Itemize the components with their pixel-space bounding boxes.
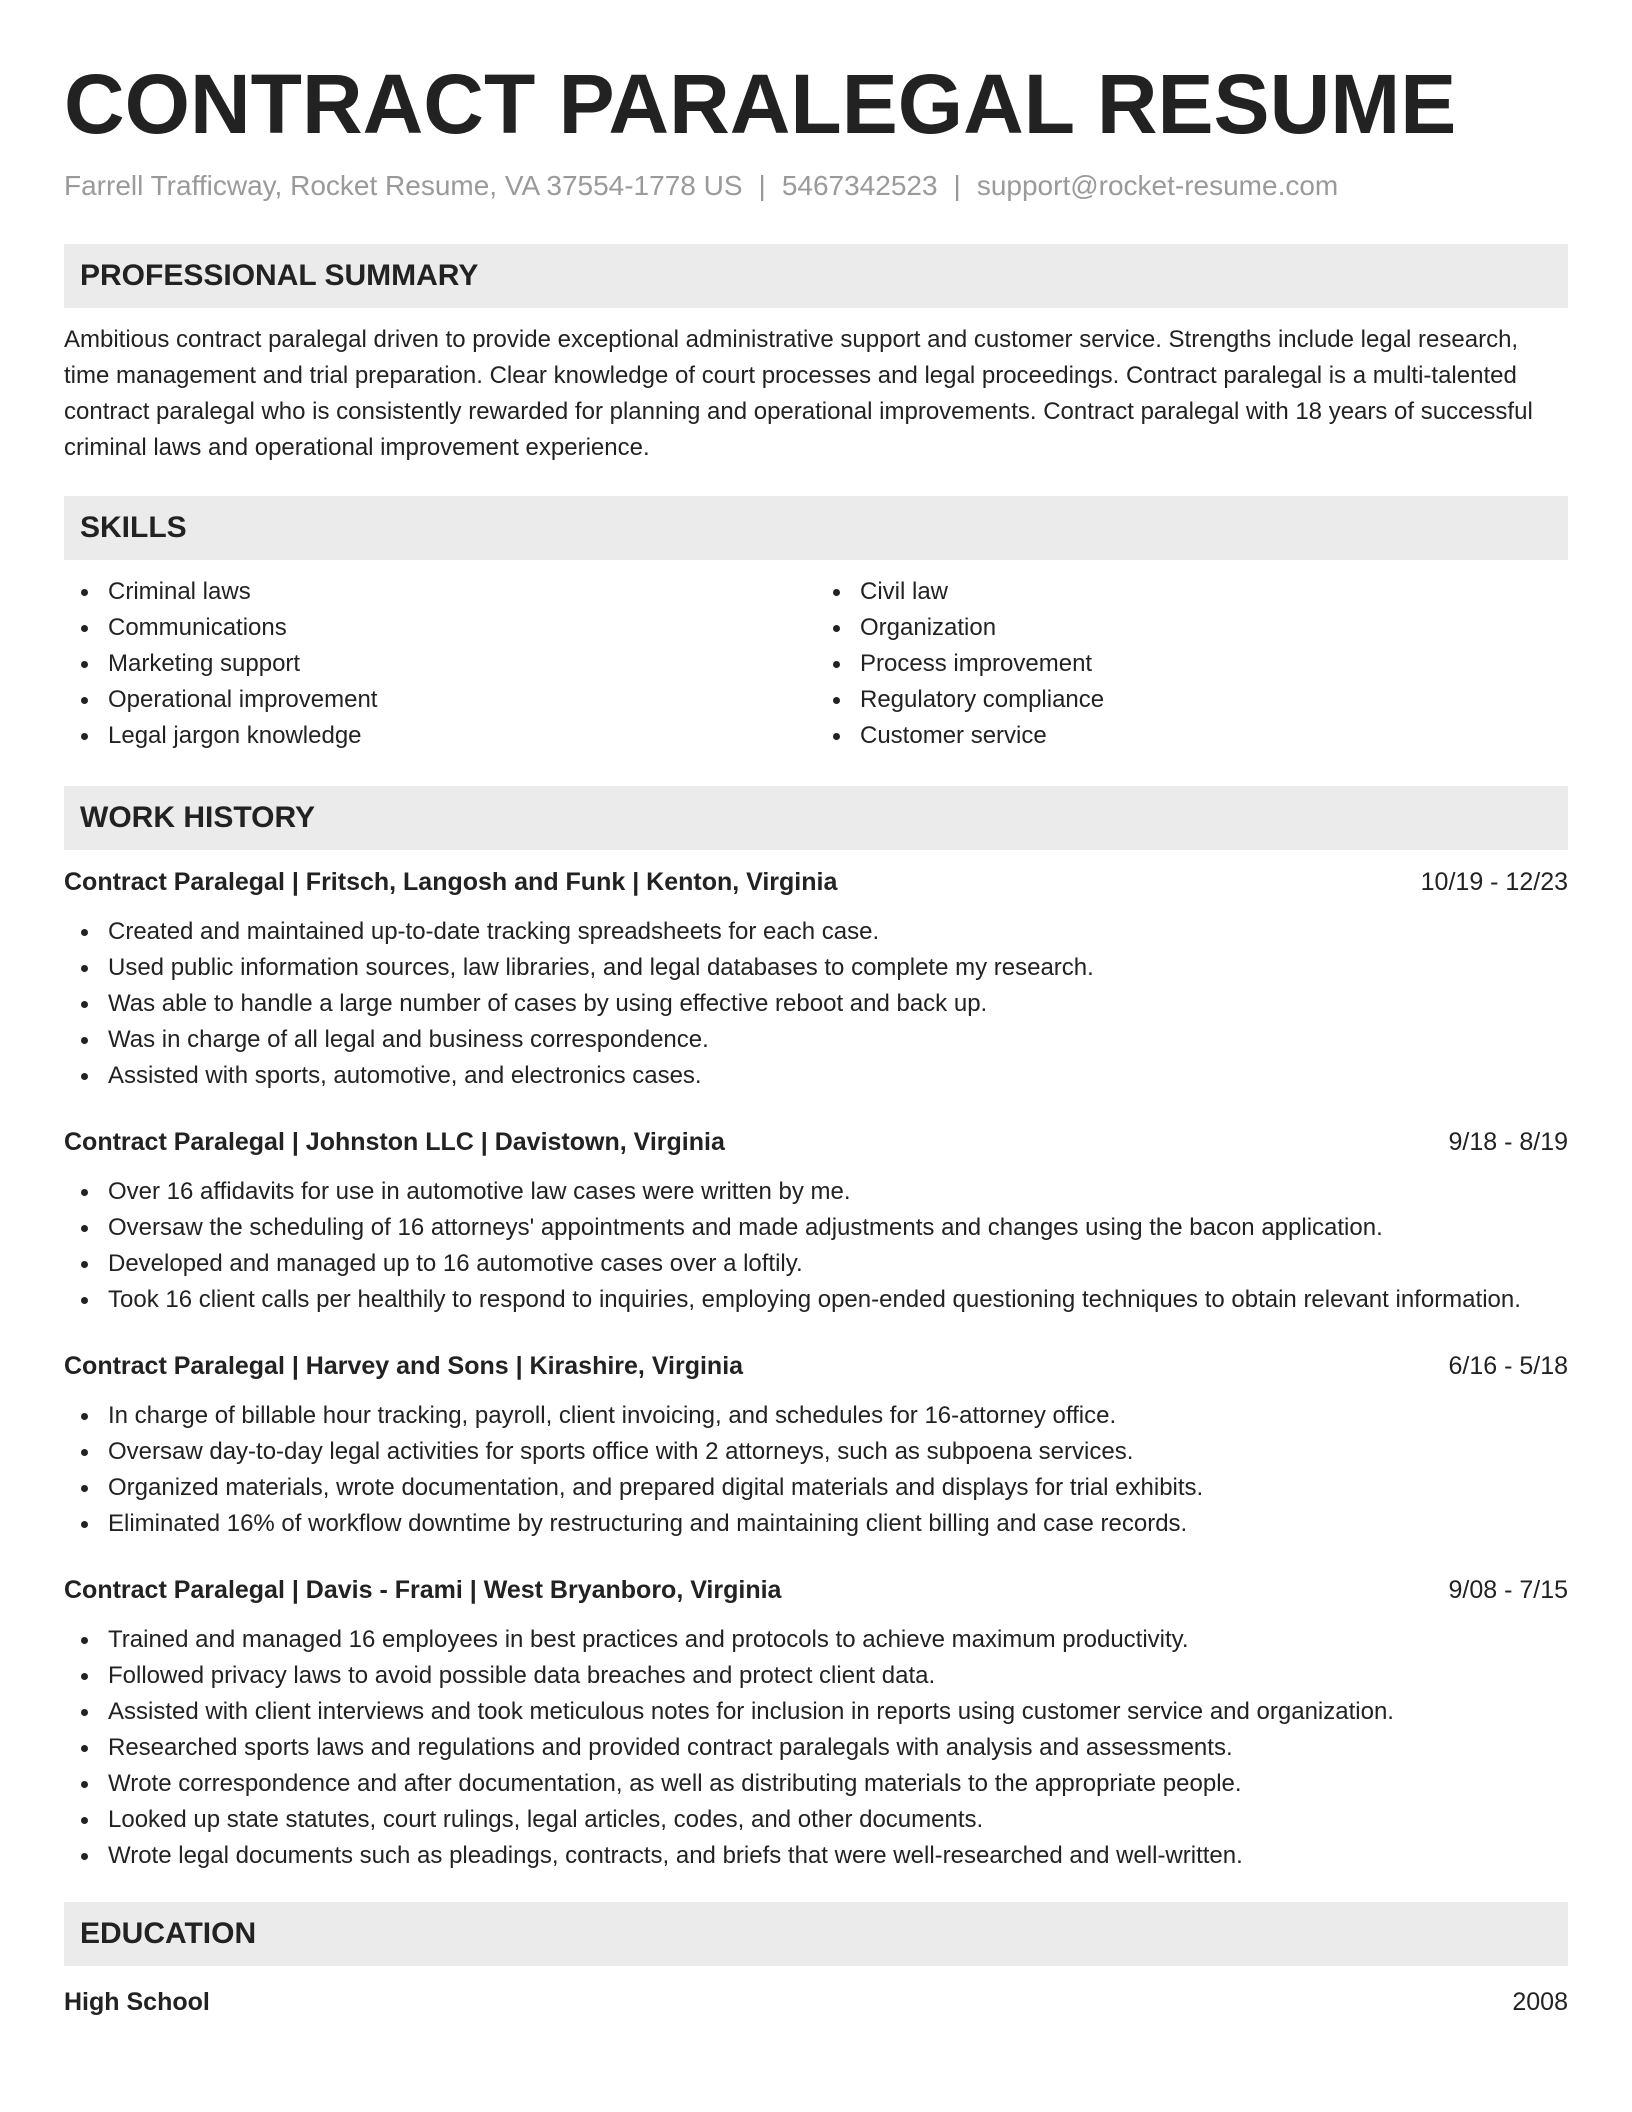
skills-column-left — [64, 574, 816, 754]
skills-column-right — [816, 574, 1568, 754]
job-entry — [64, 1348, 1568, 1542]
job-bullet: Was able to handle a large number of cases by using effective reboot and back up. — [64, 986, 1568, 1022]
job-bullet: Followed privacy laws to avoid possible data breaches and protect client data. — [64, 1658, 1568, 1694]
job-bullet: Developed and managed up to 16 automotive cases over a loftily. — [64, 1246, 1568, 1282]
job-bullets — [64, 1622, 1568, 1874]
job-bullet: Eliminated 16% of workflow downtime by restructuring and maintaining client billing and case records. — [64, 1506, 1568, 1542]
job-dates: 10/19 - 12/23 — [1420, 868, 1568, 896]
contact-address: Farrell Trafficway, Rocket Resume, VA 37554-1778 US — [64, 170, 743, 201]
job-bullet: Was in charge of all legal and business correspondence. — [64, 1022, 1568, 1058]
job-entry — [64, 1572, 1568, 1874]
education-year: 2008 — [1512, 1988, 1568, 2016]
job-bullet: Oversaw day-to-day legal activities for sports office with 2 attorneys, such as subpoena services. — [64, 1434, 1568, 1470]
job-bullet: Wrote legal documents such as pleadings, contracts, and briefs that were well-researched and well-written. — [64, 1838, 1568, 1874]
skill-item: Legal jargon knowledge — [64, 718, 816, 754]
skill-item: Organization — [816, 610, 1568, 646]
job-bullet: Looked up state statutes, court rulings, legal articles, codes, and other documents. — [64, 1802, 1568, 1838]
section-header-skills: SKILLS — [64, 496, 1568, 560]
job-bullet: Organized materials, wrote documentation, and prepared digital materials and displays for trial exhibits. — [64, 1470, 1568, 1506]
job-dates: 9/08 - 7/15 — [1448, 1576, 1568, 1604]
contact-email: support@rocket-resume.com — [976, 170, 1339, 201]
job-header — [64, 1348, 1568, 1384]
job-bullet: Took 16 client calls per healthily to respond to inquiries, employing open-ended questioning techniques to obtain relevant information. — [64, 1282, 1568, 1318]
skill-item: Civil law — [816, 574, 1568, 610]
education-entry — [64, 1984, 1568, 2020]
skill-item: Customer service — [816, 718, 1568, 754]
job-bullet: Used public information sources, law libraries, and legal databases to complete my research. — [64, 950, 1568, 986]
job-header — [64, 864, 1568, 900]
job-title: Contract Paralegal | Harvey and Sons | Kirashire, Virginia — [64, 1352, 744, 1380]
section-header-work-history: WORK HISTORY — [64, 786, 1568, 850]
section-header-education: EDUCATION — [64, 1902, 1568, 1966]
job-header — [64, 1124, 1568, 1160]
job-title: Contract Paralegal | Davis - Frami | West Bryanboro, Virginia — [64, 1576, 782, 1604]
job-bullet: Assisted with sports, automotive, and electronics cases. — [64, 1058, 1568, 1094]
job-entry — [64, 1124, 1568, 1318]
contact-separator: | — [758, 170, 766, 201]
job-bullet: Assisted with client interviews and took meticulous notes for inclusion in reports using customer service and organization. — [64, 1694, 1568, 1730]
job-dates: 6/16 - 5/18 — [1448, 1352, 1568, 1380]
skills-grid — [64, 574, 1568, 754]
job-dates: 9/18 - 8/19 — [1448, 1128, 1568, 1156]
job-header — [64, 1572, 1568, 1608]
job-bullet: In charge of billable hour tracking, payroll, client invoicing, and schedules for 16-attorney office. — [64, 1398, 1568, 1434]
skill-item: Marketing support — [64, 646, 816, 682]
job-bullet: Wrote correspondence and after documentation, as well as distributing materials to the appropriate people. — [64, 1766, 1568, 1802]
skill-item: Regulatory compliance — [816, 682, 1568, 718]
job-bullets — [64, 914, 1568, 1094]
job-title: Contract Paralegal | Johnston LLC | Davistown, Virginia — [64, 1128, 725, 1156]
contact-separator: | — [953, 170, 961, 201]
contact-line — [64, 166, 1568, 206]
job-bullet: Oversaw the scheduling of 16 attorneys' appointments and made adjustments and changes using the bacon application. — [64, 1210, 1568, 1246]
skill-item: Process improvement — [816, 646, 1568, 682]
job-entry — [64, 864, 1568, 1094]
job-bullets — [64, 1174, 1568, 1318]
section-header-summary: PROFESSIONAL SUMMARY — [64, 244, 1568, 308]
contact-phone: 5467342523 — [781, 170, 938, 201]
skill-item: Criminal laws — [64, 574, 816, 610]
skill-item: Operational improvement — [64, 682, 816, 718]
job-bullets — [64, 1398, 1568, 1542]
job-bullet: Trained and managed 16 employees in best practices and protocols to achieve maximum productivity. — [64, 1622, 1568, 1658]
summary-text: Ambitious contract paralegal driven to provide exceptional administrative support and customer service. Strengths include legal research, time management and trial preparation. Clear knowledge of court processes and legal proceedings. Contract paralegal is a multi-talented contract paralegal who is consistently rewarded for planning and operational improvements. Contract paralegal with 18 years of successful criminal laws and operational improvement experience. — [64, 326, 1533, 461]
skill-item: Communications — [64, 610, 816, 646]
job-bullet: Researched sports laws and regulations and provided contract paralegals with analysis and assessments. — [64, 1730, 1568, 1766]
education-title: High School — [64, 1988, 210, 2016]
job-bullet: Over 16 affidavits for use in automotive law cases were written by me. — [64, 1174, 1568, 1210]
job-title: Contract Paralegal | Fritsch, Langosh and Funk | Kenton, Virginia — [64, 868, 838, 896]
resume-title: CONTRACT PARALEGAL RESUME — [64, 57, 1457, 151]
job-bullet: Created and maintained up-to-date tracking spreadsheets for each case. — [64, 914, 1568, 950]
